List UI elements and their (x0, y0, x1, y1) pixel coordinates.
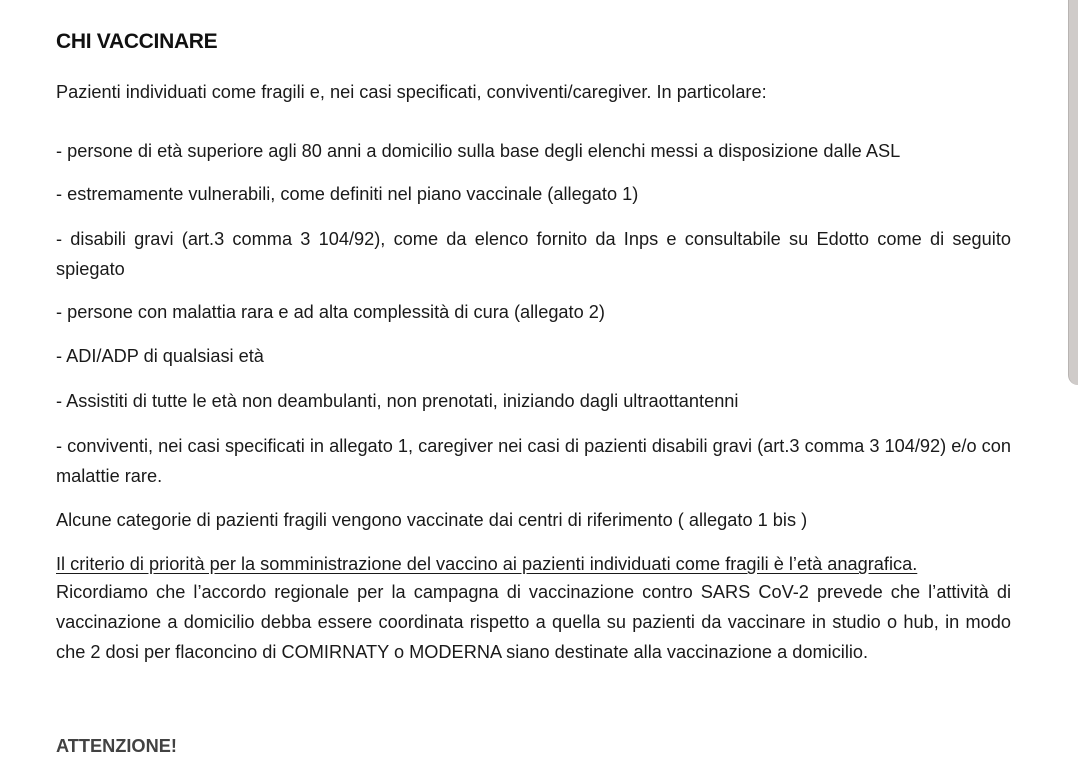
list-item: - estremamente vulnerabili, come definiti nel piano vaccinale (allegato 1) (56, 184, 639, 204)
vertical-scrollbar[interactable] (1068, 0, 1078, 385)
attention-label: ATTENZIONE! (56, 736, 177, 756)
list-item: - persone con malattia rara e ad alta complessità di cura (allegato 2) (56, 302, 605, 322)
intro-paragraph: Pazienti individuati come fragili e, nei casi specificati, conviventi/caregiver. In particolare: (56, 82, 767, 102)
list-item: - ADI/ADP di qualsiasi età (56, 346, 264, 366)
list-item: - persone di età superiore agli 80 anni a domicilio sulla base degli elenchi messi a disposizione dalle ASL (56, 141, 901, 161)
section-heading: CHI VACCINARE (56, 30, 218, 53)
list-item: - disabili gravi (art.3 comma 3 104/92), come da elenco fornito da Inps e consultabile su Edotto come di seguito spiegato (56, 229, 1011, 279)
reminder-paragraph: Ricordiamo che l’accordo regionale per la campagna di vaccinazione contro SARS CoV-2 prevede che l’attività di vaccinazione a domicilio debba essere coordinata rispetto a quella su pazienti da vaccinare in studio o hub, in modo che 2 dosi per flaconcino di COMIRNATY o MODERNA siano destinate alla vaccinazione a domicilio. (56, 582, 1011, 662)
priority-criterion: Il criterio di priorità per la somministrazione del vaccino ai pazienti individuati come fragili è l’età anagrafica. (56, 554, 918, 574)
reference-centers-note: Alcune categorie di pazienti fragili vengono vaccinate dai centri di riferimento ( allegato 1 bis ) (56, 510, 808, 530)
list-item: - conviventi, nei casi specificati in allegato 1, caregiver nei casi di pazienti disabili gravi (art.3 comma 3 104/92) e/o con malattie rare. (56, 436, 1011, 486)
list-item: - Assistiti di tutte le età non deambulanti, non prenotati, iniziando dagli ultraottantenni (56, 391, 739, 411)
